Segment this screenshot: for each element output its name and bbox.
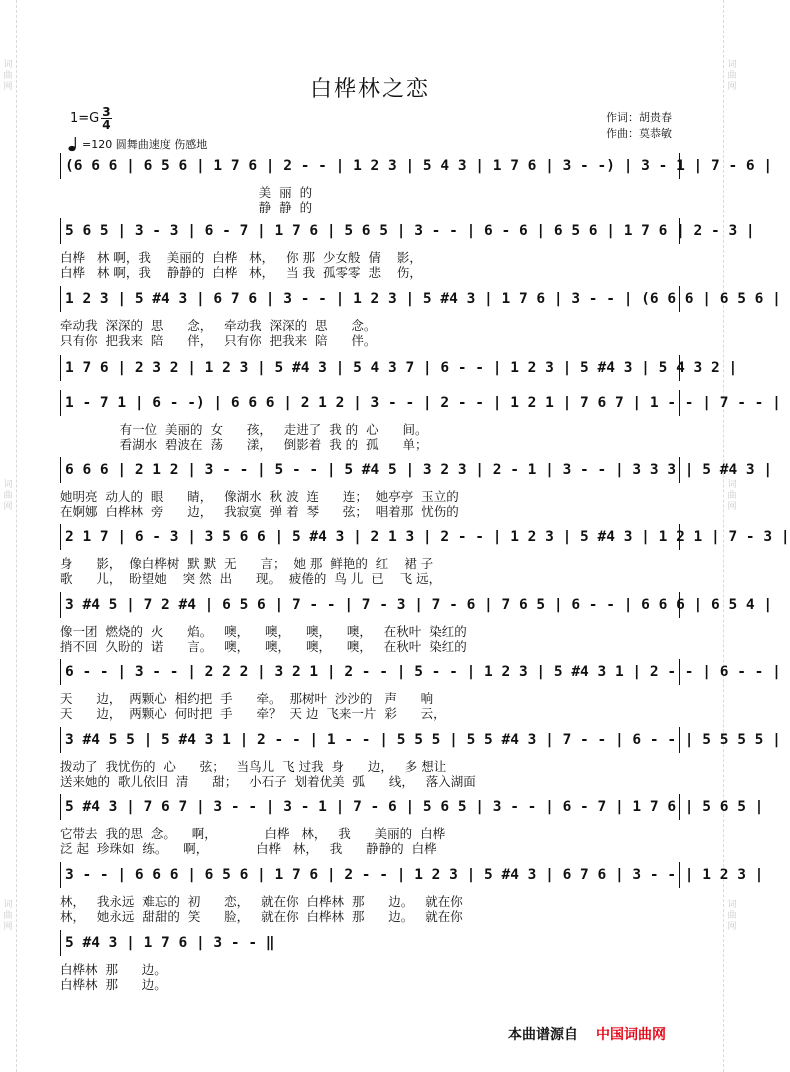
- score-line-6: [60, 457, 773, 519]
- watermark-text: 词: [3, 60, 13, 70]
- key-label: 1=G: [70, 111, 100, 126]
- source-footer: [508, 1024, 666, 1044]
- site-brand[interactable]: 中国词曲网: [596, 1027, 666, 1043]
- lyric-verse-2: 歌 儿， 盼望她 突 然 出 现。 疲倦的 鸟 儿 已 飞 远，: [60, 571, 442, 586]
- lyric-verse-2: 泛 起 珍珠如 练。 啊， 白桦 林， 我 静静的 白桦: [60, 841, 437, 856]
- watermark-text: 网: [727, 502, 737, 512]
- lyric-verse-1: 拨动了 我忧伤的 心 弦； 当鸟儿 飞 过我 身 边， 多 想让: [60, 759, 447, 774]
- score-line-3: [60, 286, 781, 348]
- lyric-verse-1: 身 影， 像白桦树 默 默 无 言； 她 那 鲜艳的 红 裙 子: [60, 556, 434, 571]
- lyric-verse-1: 有一位 美丽的 女 孩， 走进了 我 的 心 间。: [60, 422, 428, 437]
- score-line-5: [60, 390, 781, 452]
- credits: [606, 110, 672, 142]
- lyric-verse-1: 白桦林 那 边。: [60, 962, 167, 977]
- tempo-text: =120 圆舞曲速度 伤感地: [82, 138, 208, 151]
- lyric-verse-1: 美 丽 的: [60, 185, 313, 200]
- lyricist: 作词：胡贵春: [606, 111, 672, 124]
- lyric-verse-2: 在婀娜 白桦林 旁 边， 我寂寞 弹 着 琴 弦； 唱着那 忧伤的: [60, 504, 459, 519]
- notes-row: 6 6 6 | 2 1 2 | 3 - - | 5 - - | 5 #4 5 | 3 2 3 | 2 - 1 | 3 - - | 3 3 3 | 5 #4 3 |: [60, 457, 680, 483]
- notes-row: 2 1 7 | 6 - 3 | 3 5 6 6 | 5 #4 3 | 2 1 3 | 2 - - | 1 2 3 | 5 #4 3 | 1 2 1 | 7 - 3 |: [60, 524, 680, 550]
- notes-row: 3 - - | 6 6 6 | 6 5 6 | 1 7 6 | 2 - - | 1 2 3 | 5 #4 3 | 6 7 6 | 3 - - | 1 2 3 |: [60, 862, 680, 888]
- watermark-text: 词: [3, 900, 13, 910]
- watermark-text: 曲: [727, 491, 737, 501]
- time-signature: [101, 106, 111, 131]
- score-line-10: [60, 727, 781, 789]
- lyric-verse-1: 她明亮 动人的 眼 睛， 像湖水 秋 波 连 连； 她亭亭 玉立的: [60, 489, 459, 504]
- notes-row: 5 6 5 | 3 - 3 | 6 - 7 | 1 7 6 | 5 6 5 | 3 - - | 6 - 6 | 6 5 6 | 1 7 6 | 2 - 3 |: [60, 218, 680, 244]
- watermark-text: 网: [3, 502, 13, 512]
- notes-row: 1 - 7 1 | 6 - -) | 6 6 6 | 2 1 2 | 3 - - | 2 - - | 1 2 1 | 7 6 7 | 1 - - | 7 - - |: [60, 390, 680, 416]
- watermark-text: 曲: [727, 71, 737, 81]
- score-line-11: [60, 794, 764, 856]
- lyric-verse-2: 看湖水 碧波在 荡 漾， 倒影着 我 的 孤 单；: [60, 437, 428, 452]
- key-signature: [70, 106, 112, 131]
- score-line-8: [60, 592, 773, 654]
- watermark-text: 词: [727, 60, 737, 70]
- lyric-verse-2: 林， 她永远 甜甜的 笑 脸， 就在你 白桦林 那 边。 就在你: [60, 909, 463, 924]
- notes-row: 1 2 3 | 5 #4 3 | 6 7 6 | 3 - - | 1 2 3 | 5 #4 3 | 1 7 6 | 3 - - | (6 6 6 | 6 5 6 |: [60, 286, 680, 312]
- watermark-text: 曲: [3, 71, 13, 81]
- watermark-text: 词: [727, 480, 737, 490]
- lyric-verse-1: 白桦 林 啊，我 美丽的 白桦 林， 你 那 少女般 倩 影，: [60, 250, 422, 265]
- lyric-verse-1: 牵动我 深深的 思 念， 牵动我 深深的 思 念。: [60, 318, 377, 333]
- composer: 作曲：莫恭敏: [606, 127, 672, 140]
- score-line-9: [60, 659, 781, 721]
- source-label: 本曲谱源自: [508, 1027, 578, 1043]
- notes-row: 3 #4 5 | 7 2 #4 | 6 5 6 | 7 - - | 7 - 3 | 7 - 6 | 7 6 5 | 6 - - | 6 6 6 | 6 5 4 |: [60, 592, 680, 618]
- lyric-verse-2: 只有你 把我来 陪 伴， 只有你 把我来 陪 伴。: [60, 333, 377, 348]
- notes-row: 1 7 6 | 2 3 2 | 1 2 3 | 5 #4 3 | 5 4 3 7 | 6 - - | 1 2 3 | 5 #4 3 | 5 4 3 2 |: [60, 355, 680, 381]
- tempo-marking: [68, 136, 207, 152]
- lyric-verse-2: 白桦 林 啊，我 静静的 白桦 林， 当 我 孤零零 悲 伤，: [60, 265, 422, 280]
- watermark-text: 网: [727, 82, 737, 92]
- song-title: 白桦林之恋: [309, 77, 430, 102]
- lyric-verse-2: 捎不回 久盼的 诺 言。 噢， 噢， 噢， 噢， 在秋叶 染红的: [60, 639, 467, 654]
- watermark-text: 网: [727, 922, 737, 932]
- lyric-verse-2: 送来她的 歌儿依旧 清 甜； 小石子 划着优美 弧 线， 落入湖面: [60, 774, 476, 789]
- notes-row: (6 6 6 | 6 5 6 | 1 7 6 | 2 - - | 1 2 3 | 5 4 3 | 1 7 6 | 3 - -) | 3 - 1 | 7 - 6 |: [60, 153, 680, 179]
- score-line-1: [60, 153, 773, 215]
- watermark-text: 网: [3, 82, 13, 92]
- notes-row: 5 #4 3 | 7 6 7 | 3 - - | 3 - 1 | 7 - 6 | 5 6 5 | 3 - - | 6 - 7 | 1 7 6 | 5 6 5 |: [60, 794, 680, 820]
- watermark-text: 词: [3, 480, 13, 490]
- watermark-text: 曲: [3, 491, 13, 501]
- lyric-verse-2: 静 静 的: [60, 200, 313, 215]
- notes-row: 5 #4 3 | 1 7 6 | 3 - - ‖: [60, 930, 250, 956]
- score-line-12: [60, 862, 764, 924]
- time-signature-bottom: 4: [102, 118, 111, 132]
- lyric-verse-1: 天 边， 两颗心 相约把 手 牵。 那树叶 沙沙的 声 响: [60, 691, 434, 706]
- watermark-text: 曲: [3, 911, 13, 921]
- left-watermark-strip: [0, 0, 17, 1072]
- lyric-verse-2: 天 边， 两颗心 何时把 手 牵？ 天 边 飞来一片 彩 云，: [60, 706, 446, 721]
- lyric-verse-2: 白桦林 那 边。: [60, 977, 167, 992]
- quarter-note-icon: [68, 136, 78, 152]
- score-line-13: [60, 930, 275, 992]
- lyric-verse-1: 像一团 燃烧的 火 焰。 噢， 噢， 噢， 噢， 在秋叶 染红的: [60, 624, 467, 639]
- watermark-text: 词: [727, 900, 737, 910]
- lyric-verse-1: 林， 我永远 难忘的 初 恋， 就在你 白桦林 那 边。 就在你: [60, 894, 463, 909]
- watermark-text: 网: [3, 922, 13, 932]
- score-line-2: [60, 218, 755, 280]
- time-signature-top: 3: [102, 105, 111, 119]
- notes-row: 3 #4 5 5 | 5 #4 3 1 | 2 - - | 1 - - | 5 5 5 | 5 5 #4 3 | 7 - - | 6 - - | 5 5 5 5 |: [60, 727, 680, 753]
- notes-row: 6 - - | 3 - - | 2 2 2 | 3 2 1 | 2 - - | 5 - - | 1 2 3 | 5 #4 3 1 | 2 - - | 6 - - |: [60, 659, 680, 685]
- lyric-verse-1: 它带去 我的思 念。 啊， 白桦 林， 我 美丽的 白桦: [60, 826, 446, 841]
- score-line-7: [60, 524, 790, 586]
- watermark-text: 曲: [727, 911, 737, 921]
